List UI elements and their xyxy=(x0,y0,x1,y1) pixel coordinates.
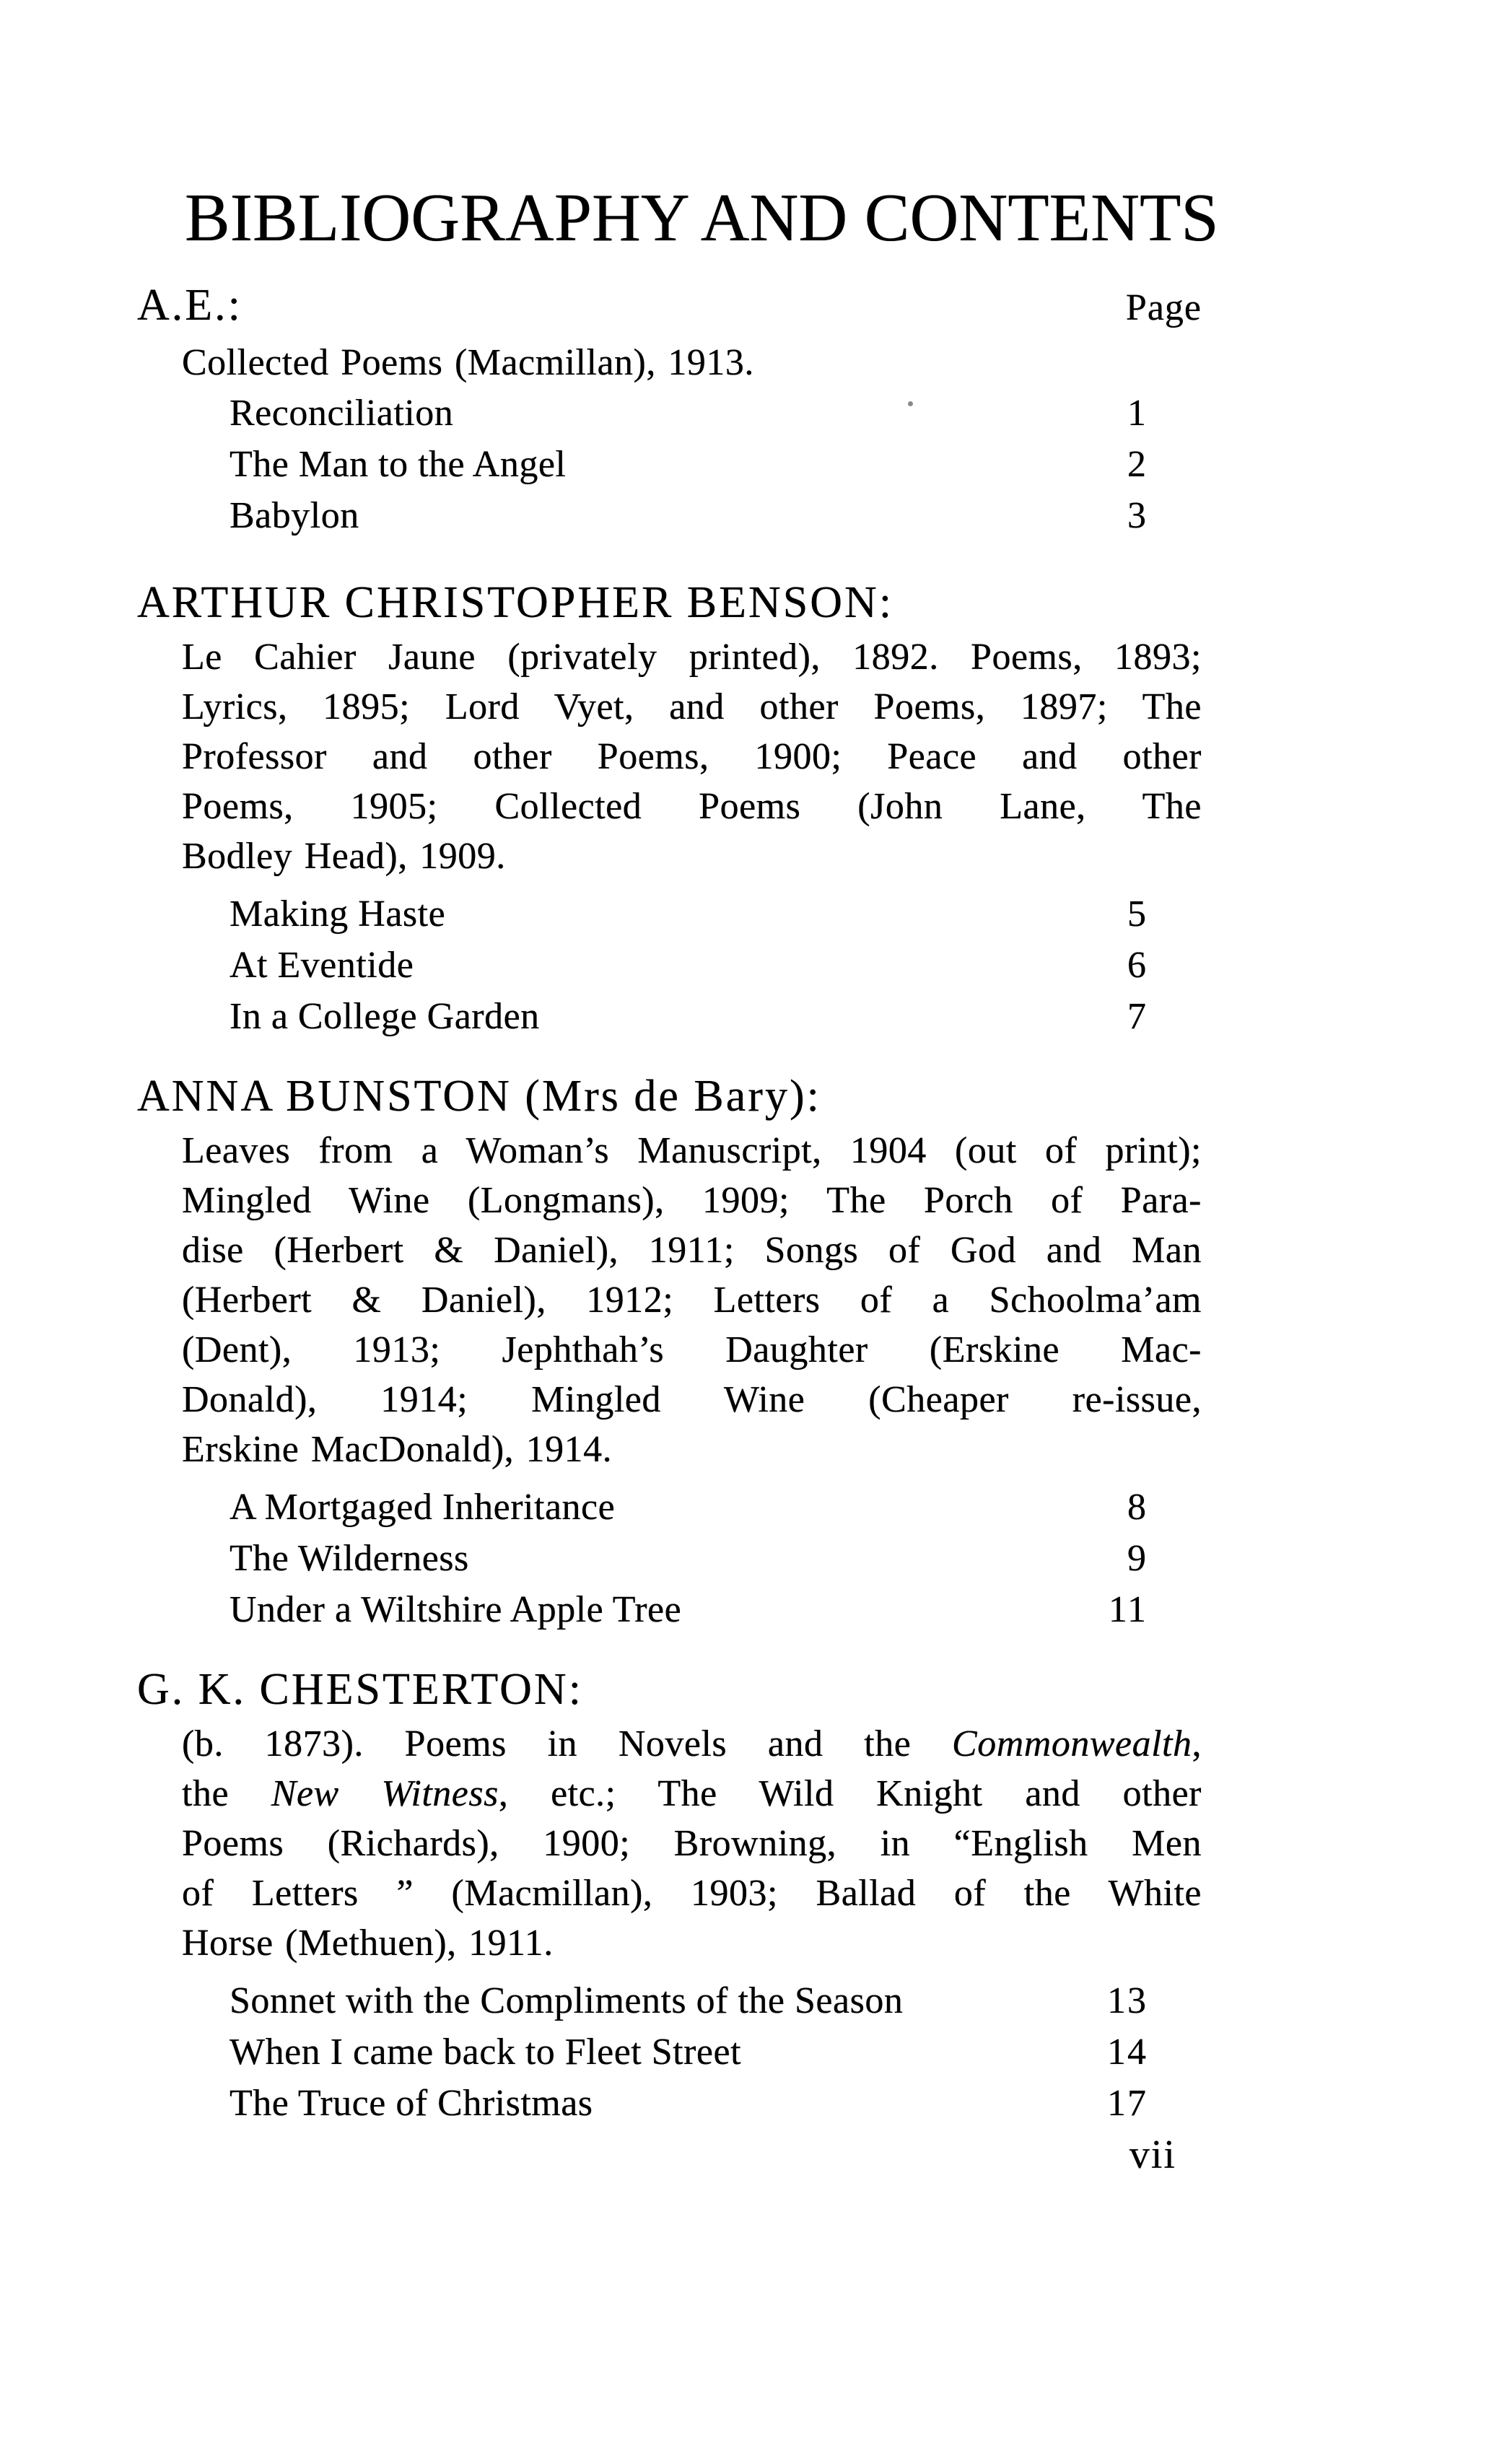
toc-entry xyxy=(137,888,1202,940)
bibliography-line: Leaves from a Woman’s Manuscript, 1904 (out of print); xyxy=(182,1130,1202,1171)
bibliography-paragraph xyxy=(182,632,1202,881)
bibliography-line: Lyrics, 1895; Lord Vyet, and other Poems, 1897; The xyxy=(182,686,1202,727)
toc-entries xyxy=(137,388,1202,541)
toc-entries xyxy=(137,1482,1202,1635)
page-column-label: Page xyxy=(1125,287,1202,328)
entry-page-number: 6 xyxy=(1127,945,1148,986)
folio-page-number: vii xyxy=(1129,2133,1176,2177)
scan-speck xyxy=(908,401,913,406)
author-heading: G. K. CHESTERTON: xyxy=(137,1665,583,1714)
bibliography-line: Professor and other Poems, 1900; Peace and other xyxy=(182,736,1202,777)
bibliography-line: Poems (Richards), 1900; Browning, in “English Men xyxy=(182,1823,1202,1864)
entry-title: At Eventide xyxy=(230,945,414,986)
entry-title: Babylon xyxy=(230,495,359,536)
toc-entry xyxy=(137,388,1202,439)
entry-page-number: 9 xyxy=(1127,1538,1148,1579)
entry-title: The Wilderness xyxy=(230,1538,469,1579)
bibliography-line: (Herbert & Daniel), 1912; Letters of a Schoolma’am xyxy=(182,1280,1202,1321)
entry-page-number: 3 xyxy=(1127,495,1148,536)
bibliography-line: (Dent), 1913; Jephthah’s Daughter (Erskine Mac- xyxy=(182,1329,1202,1370)
toc-entry xyxy=(137,991,1202,1042)
bibliography-line: Mingled Wine (Longmans), 1909; The Porch of Para- xyxy=(182,1180,1202,1221)
bibliography-line: Erskine MacDonald), 1914. xyxy=(182,1429,613,1470)
entry-page-number: 1 xyxy=(1127,393,1148,434)
bibliography-line: Poems, 1905; Collected Poems (John Lane, The xyxy=(182,786,1202,827)
author-heading: ANNA BUNSTON (Mrs de Bary): xyxy=(137,1072,821,1121)
entry-title: The Man to the Angel xyxy=(230,444,567,485)
entry-title: Sonnet with the Compliments of the Season xyxy=(230,1980,904,2021)
toc-entry xyxy=(137,490,1202,541)
toc-entry xyxy=(137,940,1202,991)
entry-title: Reconciliation xyxy=(230,393,454,434)
toc-entry xyxy=(137,1584,1202,1635)
bibliography-line: Collected Poems (Macmillan), 1913. xyxy=(182,342,754,383)
bibliography-line: the New Witness, etc.; The Wild Knight and other xyxy=(182,1773,1202,1814)
section-ae xyxy=(137,280,1202,541)
header-row xyxy=(137,280,1202,331)
bibliography-line: Bodley Head), 1909. xyxy=(182,836,506,877)
entry-page-number: 13 xyxy=(1107,1980,1148,2021)
bibliography-line: of Letters ” (Macmillan), 1903; Ballad of the White xyxy=(182,1873,1202,1914)
section-chesterton xyxy=(137,1664,1202,2129)
bibliography-paragraph xyxy=(182,1126,1202,1474)
author-heading: ARTHUR CHRISTOPHER BENSON: xyxy=(137,578,894,627)
text-block xyxy=(137,0,1219,2178)
entry-title: In a College Garden xyxy=(230,996,540,1037)
bibliography-paragraph xyxy=(182,1719,1202,1968)
toc-entries xyxy=(137,888,1202,1042)
entry-page-number: 8 xyxy=(1127,1487,1148,1528)
bibliography-line: Le Cahier Jaune (privately printed), 1892. Poems, 1893; xyxy=(182,637,1202,678)
toc-entry xyxy=(137,2026,1202,2078)
section-benson xyxy=(137,577,1202,1042)
entry-page-number: 5 xyxy=(1127,893,1148,935)
author-heading: A.E.: xyxy=(137,281,242,330)
entry-page-number: 11 xyxy=(1108,1589,1148,1630)
page-title: BIBLIOGRAPHY AND CONTENTS xyxy=(185,180,1219,255)
entry-title: A Mortgaged Inheritance xyxy=(230,1487,616,1528)
bibliography-line: dise (Herbert & Daniel), 1911; Songs of God and Man xyxy=(182,1230,1202,1271)
entry-title: When I came back to Fleet Street xyxy=(230,2031,742,2073)
entry-page-number: 17 xyxy=(1107,2083,1148,2124)
entry-page-number: 2 xyxy=(1127,444,1148,485)
bibliography-line: (b. 1873). Poems in Novels and the Commonwealth, xyxy=(182,1723,1202,1764)
entry-title: Under a Wiltshire Apple Tree xyxy=(230,1589,682,1630)
toc-entry xyxy=(137,1975,1202,2026)
toc-entry xyxy=(137,1533,1202,1584)
toc-entry xyxy=(137,1482,1202,1533)
bibliography-line: Donald), 1914; Mingled Wine (Cheaper re-issue, xyxy=(182,1379,1202,1420)
toc-entry xyxy=(137,2078,1202,2129)
toc-entries xyxy=(137,1975,1202,2129)
entry-title: Making Haste xyxy=(230,893,446,935)
folio-row xyxy=(137,2132,1202,2178)
bibliography-paragraph xyxy=(182,338,1202,388)
entry-page-number: 7 xyxy=(1127,996,1148,1037)
entry-page-number: 14 xyxy=(1107,2031,1148,2073)
entry-title: The Truce of Christmas xyxy=(230,2083,593,2124)
bibliography-line: Horse (Methuen), 1911. xyxy=(182,1923,554,1964)
toc-entry xyxy=(137,439,1202,490)
section-bunston xyxy=(137,1071,1202,1635)
